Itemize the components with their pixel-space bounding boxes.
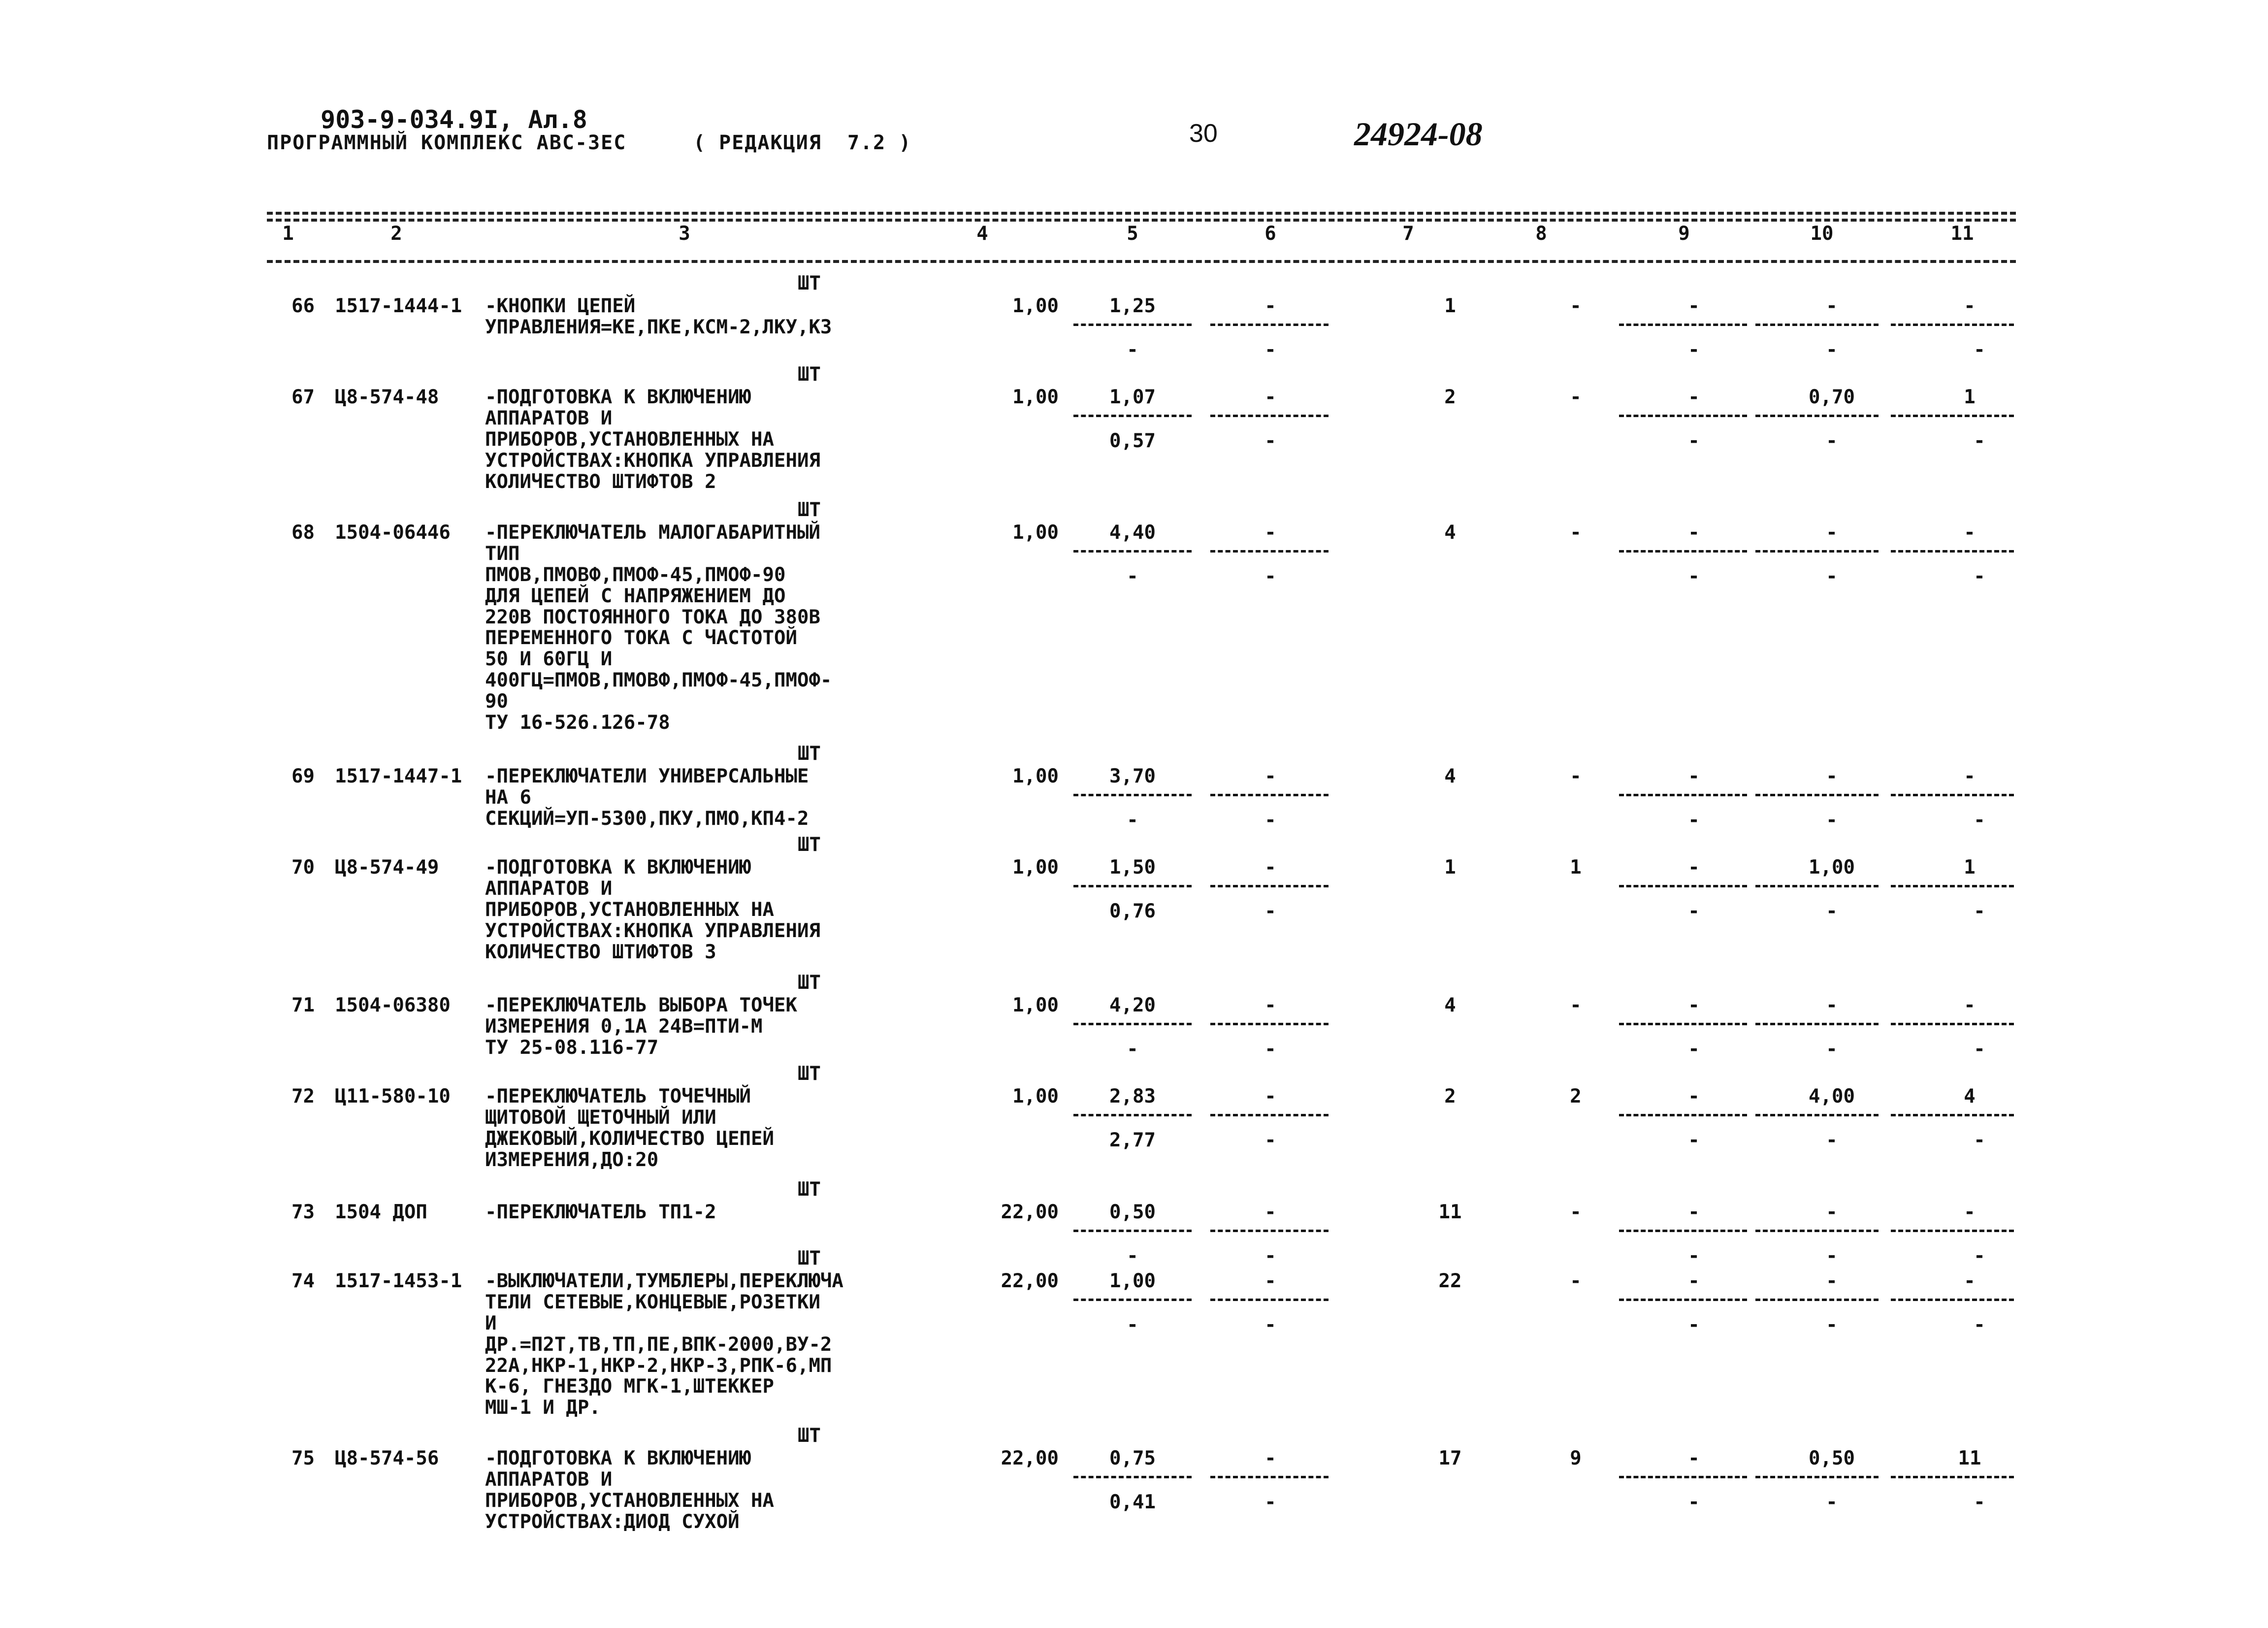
quantity-value: 1,00: [1012, 386, 1059, 408]
cell-divider-line: [1619, 794, 1747, 796]
col11-top-value: -: [1964, 1270, 1976, 1292]
col11-top-value: 1: [1964, 856, 1976, 879]
col5-bottom-value: -: [1127, 1314, 1138, 1336]
column-header-9: 9: [1678, 223, 1690, 245]
quantity-value: 1,00: [1012, 521, 1059, 544]
item-code: 1504 ДОП: [335, 1201, 427, 1223]
page-number: 30: [1189, 119, 1218, 148]
cell-divider-line: [1073, 885, 1192, 887]
col6-bottom-value: -: [1264, 809, 1276, 831]
col5-top-value: 0,75: [1109, 1447, 1156, 1469]
col11-top-value: -: [1964, 1201, 1976, 1223]
cell-divider-line: [1073, 1114, 1192, 1116]
cell-divider-line: [1619, 1476, 1747, 1478]
col9-bottom-value: -: [1688, 339, 1700, 361]
col9-bottom-value: -: [1688, 809, 1700, 831]
col10-top-value: -: [1826, 521, 1838, 544]
col9-top-value: -: [1688, 765, 1700, 787]
item-description: -ПОДГОТОВКА К ВКЛЮЧЕНИЮ АППАРАТОВ И ПРИБОРОВ,УСТАНОВЛЕННЫХ НА УСТРОЙСТВАХ:КНОПКА УПРАВЛЕНИЯ КОЛИЧЕСТВО ШТИФТОВ 2: [485, 386, 820, 493]
unit-label: ШТ: [798, 272, 821, 294]
cell-divider-line: [1755, 885, 1879, 887]
item-code: 1517-1444-1: [335, 295, 462, 317]
cell-divider-line: [1210, 1476, 1328, 1478]
col9-bottom-value: -: [1688, 1129, 1700, 1151]
col7-value: 11: [1438, 1201, 1462, 1223]
col11-top-value: 11: [1958, 1447, 1981, 1469]
item-description: -ПЕРЕКЛЮЧАТЕЛЬ ТОЧЕЧНЫЙ ЩИТОВОЙ ЩЕТОЧНЫЙ ИЛИ ДЖЕКОВЫЙ,КОЛИЧЕСТВО ЦЕПЕЙ ИЗМЕРЕНИЯ,ДО:20: [485, 1085, 774, 1171]
col9-bottom-value: -: [1688, 900, 1700, 922]
col6-bottom-value: -: [1264, 1129, 1276, 1151]
quantity-value: 1,00: [1012, 295, 1059, 317]
row-number: 69: [292, 765, 315, 787]
item-code: Ц8-574-49: [335, 856, 439, 879]
col6-top-value: -: [1264, 1270, 1276, 1292]
quantity-value: 22,00: [1001, 1447, 1059, 1469]
col10-bottom-value: -: [1826, 1129, 1838, 1151]
column-header-10: 10: [1810, 223, 1834, 245]
col9-top-value: -: [1688, 856, 1700, 879]
col10-bottom-value: -: [1826, 1314, 1838, 1336]
quantity-value: 1,00: [1012, 1085, 1059, 1107]
col10-top-value: -: [1826, 295, 1838, 317]
cell-divider-line: [1073, 1023, 1192, 1025]
col5-top-value: 4,20: [1109, 994, 1156, 1016]
cell-divider-line: [1210, 885, 1328, 887]
unit-label: ШТ: [798, 1247, 821, 1270]
col7-value: 1: [1444, 295, 1456, 317]
col7-value: 22: [1438, 1270, 1462, 1292]
cell-divider-line: [1755, 794, 1879, 796]
cell-divider-line: [1619, 1114, 1747, 1116]
col9-top-value: -: [1688, 295, 1700, 317]
cell-divider-line: [1891, 1023, 2014, 1025]
col5-bottom-value: 0,41: [1109, 1491, 1156, 1513]
col11-bottom-value: -: [1974, 1038, 1985, 1060]
cell-divider-line: [1073, 794, 1192, 796]
cell-divider-line: [1073, 550, 1192, 553]
cell-divider-line: [1755, 1299, 1879, 1301]
unit-label: ШТ: [798, 1063, 821, 1085]
col6-top-value: -: [1264, 994, 1276, 1016]
row-number: 70: [292, 856, 315, 879]
cell-divider-line: [1073, 1476, 1192, 1478]
col10-bottom-value: -: [1826, 339, 1838, 361]
col10-bottom-value: -: [1826, 809, 1838, 831]
cell-divider-line: [1891, 550, 2014, 553]
column-header-2: 2: [390, 223, 402, 245]
unit-label: ШТ: [798, 743, 821, 765]
col10-top-value: 4,00: [1809, 1085, 1855, 1107]
table-top-rule: [267, 212, 2016, 215]
cell-divider-line: [1891, 415, 2014, 417]
item-description: -ПОДГОТОВКА К ВКЛЮЧЕНИЮ АППАРАТОВ И ПРИБОРОВ,УСТАНОВЛЕННЫХ НА УСТРОЙСТВАХ:КНОПКА УПРАВЛЕНИЯ КОЛИЧЕСТВО ШТИФТОВ 3: [485, 856, 820, 963]
col6-bottom-value: -: [1264, 565, 1276, 587]
column-header-1: 1: [282, 223, 294, 245]
col11-top-value: -: [1964, 295, 1976, 317]
col10-top-value: -: [1826, 1270, 1838, 1292]
cell-divider-line: [1891, 1114, 2014, 1116]
item-code: Ц8-574-48: [335, 386, 439, 408]
col8-value: 1: [1570, 856, 1582, 879]
col11-bottom-value: -: [1974, 1129, 1985, 1151]
col10-bottom-value: -: [1826, 1245, 1838, 1267]
col11-top-value: -: [1964, 994, 1976, 1016]
col9-bottom-value: -: [1688, 565, 1700, 587]
cell-divider-line: [1210, 550, 1328, 553]
col9-top-value: -: [1688, 1201, 1700, 1223]
column-header-5: 5: [1127, 223, 1138, 245]
cell-divider-line: [1210, 794, 1328, 796]
item-code: Ц11-580-10: [335, 1085, 451, 1107]
row-number: 73: [292, 1201, 315, 1223]
col6-top-value: -: [1264, 1447, 1276, 1469]
cell-divider-line: [1073, 1230, 1192, 1232]
item-description: -ПЕРЕКЛЮЧАТЕЛИ УНИВЕРСАЛЬНЫЕ НА 6 СЕКЦИЙ=УП-5300,ПКУ,ПМО,КП4-2: [485, 765, 809, 830]
col7-value: 1: [1444, 856, 1456, 879]
program-name: ПРОГРАММНЫЙ КОМПЛЕКС АВС-3ЕС: [267, 131, 627, 154]
col7-value: 4: [1444, 765, 1456, 787]
col5-bottom-value: -: [1127, 565, 1138, 587]
col8-value: -: [1570, 1270, 1582, 1292]
item-code: 1504-06446: [335, 521, 451, 544]
cell-divider-line: [1891, 794, 2014, 796]
row-number: 75: [292, 1447, 315, 1469]
item-code: 1517-1453-1: [335, 1270, 462, 1292]
unit-label: ШТ: [798, 834, 821, 856]
cell-divider-line: [1619, 1299, 1747, 1301]
quantity-value: 1,00: [1012, 765, 1059, 787]
cell-divider-line: [1210, 415, 1328, 417]
col5-bottom-value: -: [1127, 809, 1138, 831]
column-header-3: 3: [679, 223, 690, 245]
col9-top-value: -: [1688, 1270, 1700, 1292]
redaction-label: ( РЕДАКЦИЯ 7.2 ): [693, 131, 912, 154]
col5-bottom-value: 0,76: [1109, 900, 1156, 922]
col11-bottom-value: -: [1974, 1491, 1985, 1513]
col9-top-value: -: [1688, 521, 1700, 544]
col5-bottom-value: 2,77: [1109, 1129, 1156, 1151]
col6-top-value: -: [1264, 1085, 1276, 1107]
col8-value: -: [1570, 386, 1582, 408]
table-header-rule: [267, 260, 2016, 263]
col11-top-value: 4: [1964, 1085, 1976, 1107]
col5-bottom-value: -: [1127, 1245, 1138, 1267]
col9-bottom-value: -: [1688, 1491, 1700, 1513]
cell-divider-line: [1210, 1114, 1328, 1116]
item-description: -ВЫКЛЮЧАТЕЛИ,ТУМБЛЕРЫ,ПЕРЕКЛЮЧА ТЕЛИ СЕТЕВЫЕ,КОНЦЕВЫЕ,РОЗЕТКИ И ДР.=П2Т,ТВ,ТП,ПЕ,ВПК-2000,ВУ-2 22А,НКР-1,НКР-2,НКР-3,РПК-6,МП К-6, ГНЕЗДО МГК-1,ШТЕККЕР МШ-1 И ДР.: [485, 1270, 843, 1419]
cell-divider-line: [1755, 550, 1879, 553]
cell-divider-line: [1755, 324, 1879, 326]
col11-bottom-value: -: [1974, 900, 1985, 922]
col8-value: 9: [1570, 1447, 1582, 1469]
col9-bottom-value: -: [1688, 1038, 1700, 1060]
cell-divider-line: [1755, 1476, 1879, 1478]
item-code: 1504-06380: [335, 994, 451, 1016]
col10-bottom-value: -: [1826, 565, 1838, 587]
col5-top-value: 1,07: [1109, 386, 1156, 408]
col10-bottom-value: -: [1826, 900, 1838, 922]
col7-value: 17: [1438, 1447, 1462, 1469]
row-number: 66: [292, 295, 315, 317]
item-description: -КНОПКИ ЦЕПЕЙ УПРАВЛЕНИЯ=КЕ,ПКЕ,КСМ-2,ЛКУ,КЗ: [485, 295, 832, 338]
col5-top-value: 0,50: [1109, 1201, 1156, 1223]
cell-divider-line: [1619, 415, 1747, 417]
col11-bottom-value: -: [1974, 565, 1985, 587]
document-number: 903-9-034.9I, Ал.8: [321, 105, 587, 134]
col11-bottom-value: -: [1974, 430, 1985, 452]
col5-bottom-value: 0,57: [1109, 430, 1156, 452]
col9-top-value: -: [1688, 1085, 1700, 1107]
row-number: 68: [292, 521, 315, 544]
unit-label: ШТ: [798, 972, 821, 994]
quantity-value: 22,00: [1001, 1201, 1059, 1223]
cell-divider-line: [1891, 324, 2014, 326]
col6-bottom-value: -: [1264, 339, 1276, 361]
unit-label: ШТ: [798, 1178, 821, 1201]
item-description: -ПОДГОТОВКА К ВКЛЮЧЕНИЮ АППАРАТОВ И ПРИБОРОВ,УСТАНОВЛЕННЫХ НА УСТРОЙСТВАХ:ДИОД СУХОЙ: [485, 1447, 774, 1533]
col8-value: -: [1570, 1201, 1582, 1223]
col6-top-value: -: [1264, 386, 1276, 408]
col7-value: 4: [1444, 994, 1456, 1016]
item-code: 1517-1447-1: [335, 765, 462, 787]
quantity-value: 1,00: [1012, 994, 1059, 1016]
col9-top-value: -: [1688, 1447, 1700, 1469]
col5-top-value: 1,00: [1109, 1270, 1156, 1292]
col11-bottom-value: -: [1974, 1314, 1985, 1336]
cell-divider-line: [1891, 1230, 2014, 1232]
col11-bottom-value: -: [1974, 809, 1985, 831]
col5-top-value: 1,50: [1109, 856, 1156, 879]
column-header-11: 11: [1950, 223, 1974, 245]
column-header-6: 6: [1264, 223, 1276, 245]
cell-divider-line: [1755, 1230, 1879, 1232]
cell-divider-line: [1755, 1023, 1879, 1025]
col7-value: 2: [1444, 1085, 1456, 1107]
cell-divider-line: [1619, 1023, 1747, 1025]
col11-top-value: -: [1964, 521, 1976, 544]
col10-top-value: 0,70: [1809, 386, 1855, 408]
col10-top-value: -: [1826, 1201, 1838, 1223]
cell-divider-line: [1619, 324, 1747, 326]
col6-top-value: -: [1264, 521, 1276, 544]
col5-bottom-value: -: [1127, 1038, 1138, 1060]
row-number: 67: [292, 386, 315, 408]
cell-divider-line: [1891, 885, 2014, 887]
col6-bottom-value: -: [1264, 900, 1276, 922]
column-header-7: 7: [1402, 223, 1414, 245]
col10-bottom-value: -: [1826, 430, 1838, 452]
cell-divider-line: [1619, 550, 1747, 553]
col9-bottom-value: -: [1688, 430, 1700, 452]
col8-value: -: [1570, 994, 1582, 1016]
col8-value: 2: [1570, 1085, 1582, 1107]
cell-divider-line: [1619, 885, 1747, 887]
col6-top-value: -: [1264, 1201, 1276, 1223]
col11-top-value: 1: [1964, 386, 1976, 408]
cell-divider-line: [1073, 415, 1192, 417]
col10-top-value: -: [1826, 994, 1838, 1016]
col9-top-value: -: [1688, 386, 1700, 408]
col6-bottom-value: -: [1264, 1491, 1276, 1513]
cell-divider-line: [1891, 1476, 2014, 1478]
cell-divider-line: [1073, 1299, 1192, 1301]
col11-bottom-value: -: [1974, 339, 1985, 361]
cell-divider-line: [1073, 324, 1192, 326]
row-number: 74: [292, 1270, 315, 1292]
col10-bottom-value: -: [1826, 1038, 1838, 1060]
handwritten-number: 24924-08: [1354, 115, 1483, 153]
col10-top-value: -: [1826, 765, 1838, 787]
quantity-value: 1,00: [1012, 856, 1059, 879]
row-number: 72: [292, 1085, 315, 1107]
cell-divider-line: [1891, 1299, 2014, 1301]
col10-top-value: 0,50: [1809, 1447, 1855, 1469]
col8-value: -: [1570, 765, 1582, 787]
col6-top-value: -: [1264, 856, 1276, 879]
col6-bottom-value: -: [1264, 1038, 1276, 1060]
col9-top-value: -: [1688, 994, 1700, 1016]
col7-value: 2: [1444, 386, 1456, 408]
column-header-4: 4: [976, 223, 988, 245]
item-code: Ц8-574-56: [335, 1447, 439, 1469]
cell-divider-line: [1210, 1299, 1328, 1301]
col5-top-value: 2,83: [1109, 1085, 1156, 1107]
col5-bottom-value: -: [1127, 339, 1138, 361]
row-number: 71: [292, 994, 315, 1016]
cell-divider-line: [1755, 415, 1879, 417]
col5-top-value: 3,70: [1109, 765, 1156, 787]
col11-top-value: -: [1964, 765, 1976, 787]
cell-divider-line: [1755, 1114, 1879, 1116]
table-top-rule-2: [267, 219, 2016, 222]
cell-divider-line: [1619, 1230, 1747, 1232]
cell-divider-line: [1210, 1023, 1328, 1025]
col9-bottom-value: -: [1688, 1245, 1700, 1267]
item-description: -ПЕРЕКЛЮЧАТЕЛЬ ВЫБОРА ТОЧЕК ИЗМЕРЕНИЯ 0,1А 24В=ПТИ-М ТУ 25-08.116-77: [485, 994, 797, 1059]
col9-bottom-value: -: [1688, 1314, 1700, 1336]
unit-label: ШТ: [798, 1425, 821, 1447]
quantity-value: 22,00: [1001, 1270, 1059, 1292]
col10-bottom-value: -: [1826, 1491, 1838, 1513]
col8-value: -: [1570, 521, 1582, 544]
column-header-8: 8: [1535, 223, 1547, 245]
cell-divider-line: [1210, 324, 1328, 326]
unit-label: ШТ: [798, 363, 821, 386]
col5-top-value: 1,25: [1109, 295, 1156, 317]
col6-bottom-value: -: [1264, 1314, 1276, 1336]
col7-value: 4: [1444, 521, 1456, 544]
col6-top-value: -: [1264, 295, 1276, 317]
unit-label: ШТ: [798, 499, 821, 521]
col10-top-value: 1,00: [1809, 856, 1855, 879]
item-description: -ПЕРЕКЛЮЧАТЕЛЬ ТП1-2: [485, 1201, 716, 1223]
cell-divider-line: [1210, 1230, 1328, 1232]
col6-top-value: -: [1264, 765, 1276, 787]
col11-bottom-value: -: [1974, 1245, 1985, 1267]
item-description: -ПЕРЕКЛЮЧАТЕЛЬ МАЛОГАБАРИТНЫЙ ТИП ПМОВ,ПМОВФ,ПМОФ-45,ПМОФ-90 ДЛЯ ЦЕПЕЙ С НАПРЯЖЕНИЕМ ДО 220В ПОСТОЯННОГО ТОКА ДО 380В ПЕРЕМЕННОГО ТОКА С ЧАСТОТОЙ 50 И 60ГЦ И 400ГЦ=ПМОВ,ПМОВФ,ПМОФ-45,ПМОФ- 90 ТУ 16-526.126-78: [485, 521, 832, 734]
col8-value: -: [1570, 295, 1582, 317]
col6-bottom-value: -: [1264, 1245, 1276, 1267]
col6-bottom-value: -: [1264, 430, 1276, 452]
col5-top-value: 4,40: [1109, 521, 1156, 544]
